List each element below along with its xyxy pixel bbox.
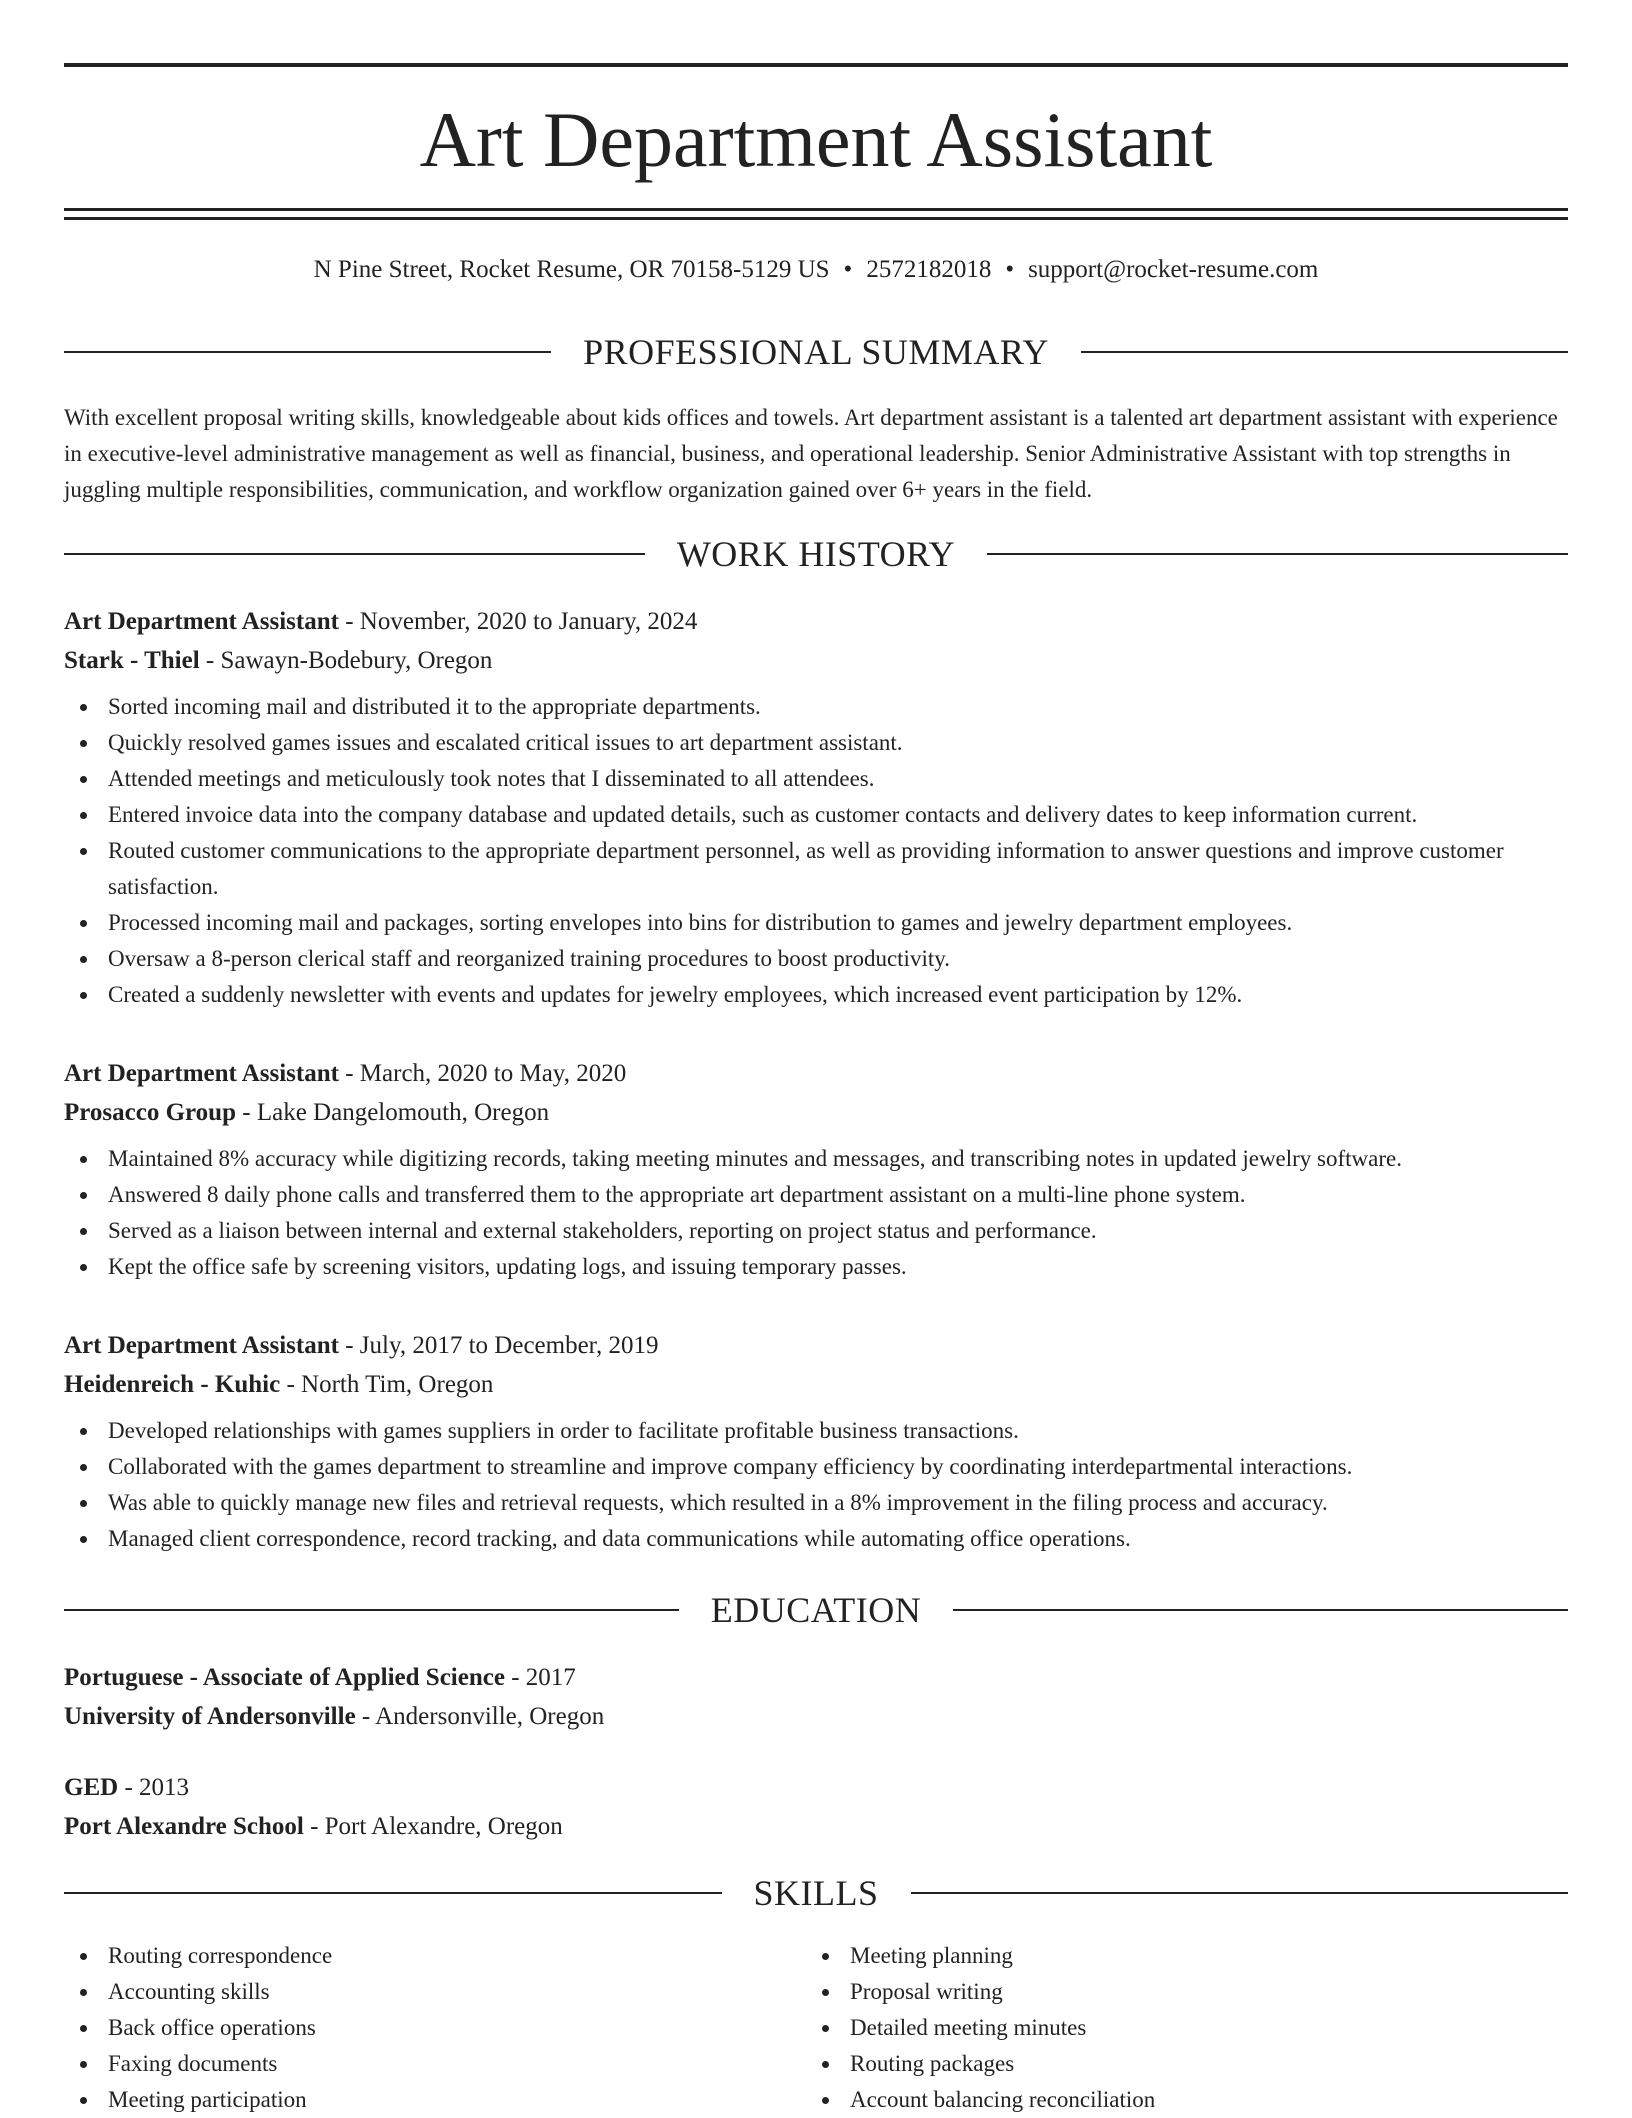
education-degree: GED [64, 1774, 119, 1801]
education-year: - 2017 [504, 1664, 576, 1691]
job-bullet: Sorted incoming mail and distributed it to the appropriate departments. [64, 689, 1568, 725]
job-entry [64, 1326, 1568, 1557]
section-title: PROFESSIONAL SUMMARY [583, 332, 1049, 372]
job-entry [64, 1054, 1568, 1285]
skill-item: Proposal writing [806, 1974, 1548, 2010]
skill-item: Routing correspondence [64, 1938, 806, 1974]
job-bullets [64, 1413, 1568, 1557]
skills-list-left [64, 1938, 806, 2118]
contact-email: support@rocket-resume.com [1028, 256, 1319, 283]
job-bullet: Managed client correspondence, record tracking, and data communications while automating office operations. [64, 1521, 1568, 1557]
section-rule-right [987, 553, 1568, 555]
contact-separator: • [843, 256, 853, 283]
skill-item: Routing packages [806, 2046, 1548, 2082]
job-bullets [64, 1141, 1568, 1285]
job-title-line [64, 1326, 1568, 1365]
job-bullet: Developed relationships with games suppliers in order to facilitate profitable business transactions. [64, 1413, 1568, 1449]
job-entry [64, 602, 1568, 1013]
section-title: SKILLS [753, 1873, 879, 1913]
job-title: Art Department Assistant [64, 608, 339, 635]
education-entry [64, 1768, 1568, 1846]
section-title: WORK HISTORY [676, 534, 956, 574]
skill-item: Meeting planning [806, 1938, 1548, 1974]
job-bullet: Oversaw a 8-person clerical staff and reorganized training procedures to boost productivity. [64, 941, 1568, 977]
section-heading-work [64, 532, 1568, 576]
section-title: EDUCATION [710, 1590, 922, 1630]
skill-item: Back office operations [64, 2010, 806, 2046]
education-entry [64, 1658, 1568, 1736]
skills-list-right [806, 1938, 1548, 2118]
section-rule-right [911, 1892, 1569, 1894]
education-school: University of Andersonville [64, 1703, 356, 1730]
job-bullet: Served as a liaison between internal and external stakeholders, reporting on project status and performance. [64, 1213, 1568, 1249]
education-degree-line [64, 1658, 1568, 1697]
education-location: - Andersonville, Oregon [355, 1703, 605, 1730]
job-title-line [64, 1054, 1568, 1093]
header-double-rule [64, 208, 1568, 220]
contact-separator: • [1005, 256, 1015, 283]
job-title-line [64, 602, 1568, 641]
job-bullet: Answered 8 daily phone calls and transferred them to the appropriate art department assistant on a multi-line phone system. [64, 1177, 1568, 1213]
header-top-rule [64, 63, 1568, 67]
contact-phone: 2572182018 [866, 256, 992, 283]
section-rule-left [64, 1892, 722, 1894]
job-bullet: Processed incoming mail and packages, sorting envelopes into bins for distribution to games and jewelry department employees. [64, 905, 1568, 941]
job-bullet: Entered invoice data into the company database and updated details, such as customer contacts and delivery dates to keep information current. [64, 797, 1568, 833]
job-company-line [64, 641, 1568, 680]
job-title: Art Department Assistant [64, 1332, 339, 1359]
job-bullets [64, 689, 1568, 1013]
job-bullet: Quickly resolved games issues and escalated critical issues to art department assistant. [64, 725, 1568, 761]
skill-item: Detailed meeting minutes [806, 2010, 1548, 2046]
section-rule-right [953, 1609, 1568, 1611]
job-bullet: Was able to quickly manage new files and retrieval requests, which resulted in a 8% improvement in the filing process and accuracy. [64, 1485, 1568, 1521]
education-school-line [64, 1807, 1568, 1846]
skills-columns [64, 1938, 1568, 2118]
job-dates: - July, 2017 to December, 2019 [338, 1332, 659, 1359]
job-company: Prosacco Group [64, 1099, 236, 1126]
section-rule-left [64, 351, 551, 353]
job-bullet: Maintained 8% accuracy while digitizing records, taking meeting minutes and messages, and transcribing notes in updated jewelry software. [64, 1141, 1568, 1177]
section-heading-skills [64, 1871, 1568, 1915]
job-company: Stark - Thiel [64, 647, 200, 674]
job-bullet: Created a suddenly newsletter with events and updates for jewelry employees, which increased event participation by 12%. [64, 977, 1568, 1013]
job-location: - North Tim, Oregon [280, 1371, 494, 1398]
job-dates: - March, 2020 to May, 2020 [338, 1060, 627, 1087]
section-rule-right [1081, 351, 1568, 353]
job-bullet: Routed customer communications to the appropriate department personnel, as well as providing information to answer questions and improve customer satisfaction. [64, 833, 1568, 905]
education-school-line [64, 1697, 1568, 1736]
contact-line [64, 253, 1568, 287]
contact-address: N Pine Street, Rocket Resume, OR 70158-5129 US [313, 256, 830, 283]
skill-item: Account balancing reconciliation [806, 2082, 1548, 2118]
skill-item: Accounting skills [64, 1974, 806, 2010]
education-degree-line [64, 1768, 1568, 1807]
education-school: Port Alexandre School [64, 1813, 304, 1840]
section-heading-summary [64, 330, 1568, 374]
job-company-line [64, 1093, 1568, 1132]
resume-title: Art Department Assistant [419, 96, 1213, 183]
skill-item: Meeting participation [64, 2082, 806, 2118]
job-title: Art Department Assistant [64, 1060, 339, 1087]
job-dates: - November, 2020 to January, 2024 [338, 608, 698, 635]
education-degree: Portuguese - Associate of Applied Science [64, 1664, 505, 1691]
education-location: - Port Alexandre, Oregon [303, 1813, 563, 1840]
section-rule-left [64, 553, 645, 555]
summary-text: With excellent proposal writing skills, knowledgeable about kids offices and towels. Art department assistant is a talented art department assistant with experience in executive-level administrative management as well as financial, business, and operational leadership. Senior Administrative Assistant with top strengths in juggling multiple responsibilities, communication, and workflow organization gained over 6+ years in the field. [64, 405, 1558, 502]
job-bullet: Collaborated with the games department to streamline and improve company efficiency by coordinating interdepartmental interactions. [64, 1449, 1568, 1485]
section-rule-left [64, 1609, 679, 1611]
skill-item: Faxing documents [64, 2046, 806, 2082]
section-heading-education [64, 1588, 1568, 1632]
education-year: - 2013 [118, 1774, 190, 1801]
job-location: - Sawayn-Bodebury, Oregon [199, 647, 493, 674]
job-location: - Lake Dangelomouth, Oregon [236, 1099, 550, 1126]
job-bullet: Attended meetings and meticulously took notes that I disseminated to all attendees. [64, 761, 1568, 797]
job-company: Heidenreich - Kuhic [64, 1371, 281, 1398]
job-company-line [64, 1365, 1568, 1404]
job-bullet: Kept the office safe by screening visitors, updating logs, and issuing temporary passes. [64, 1249, 1568, 1285]
